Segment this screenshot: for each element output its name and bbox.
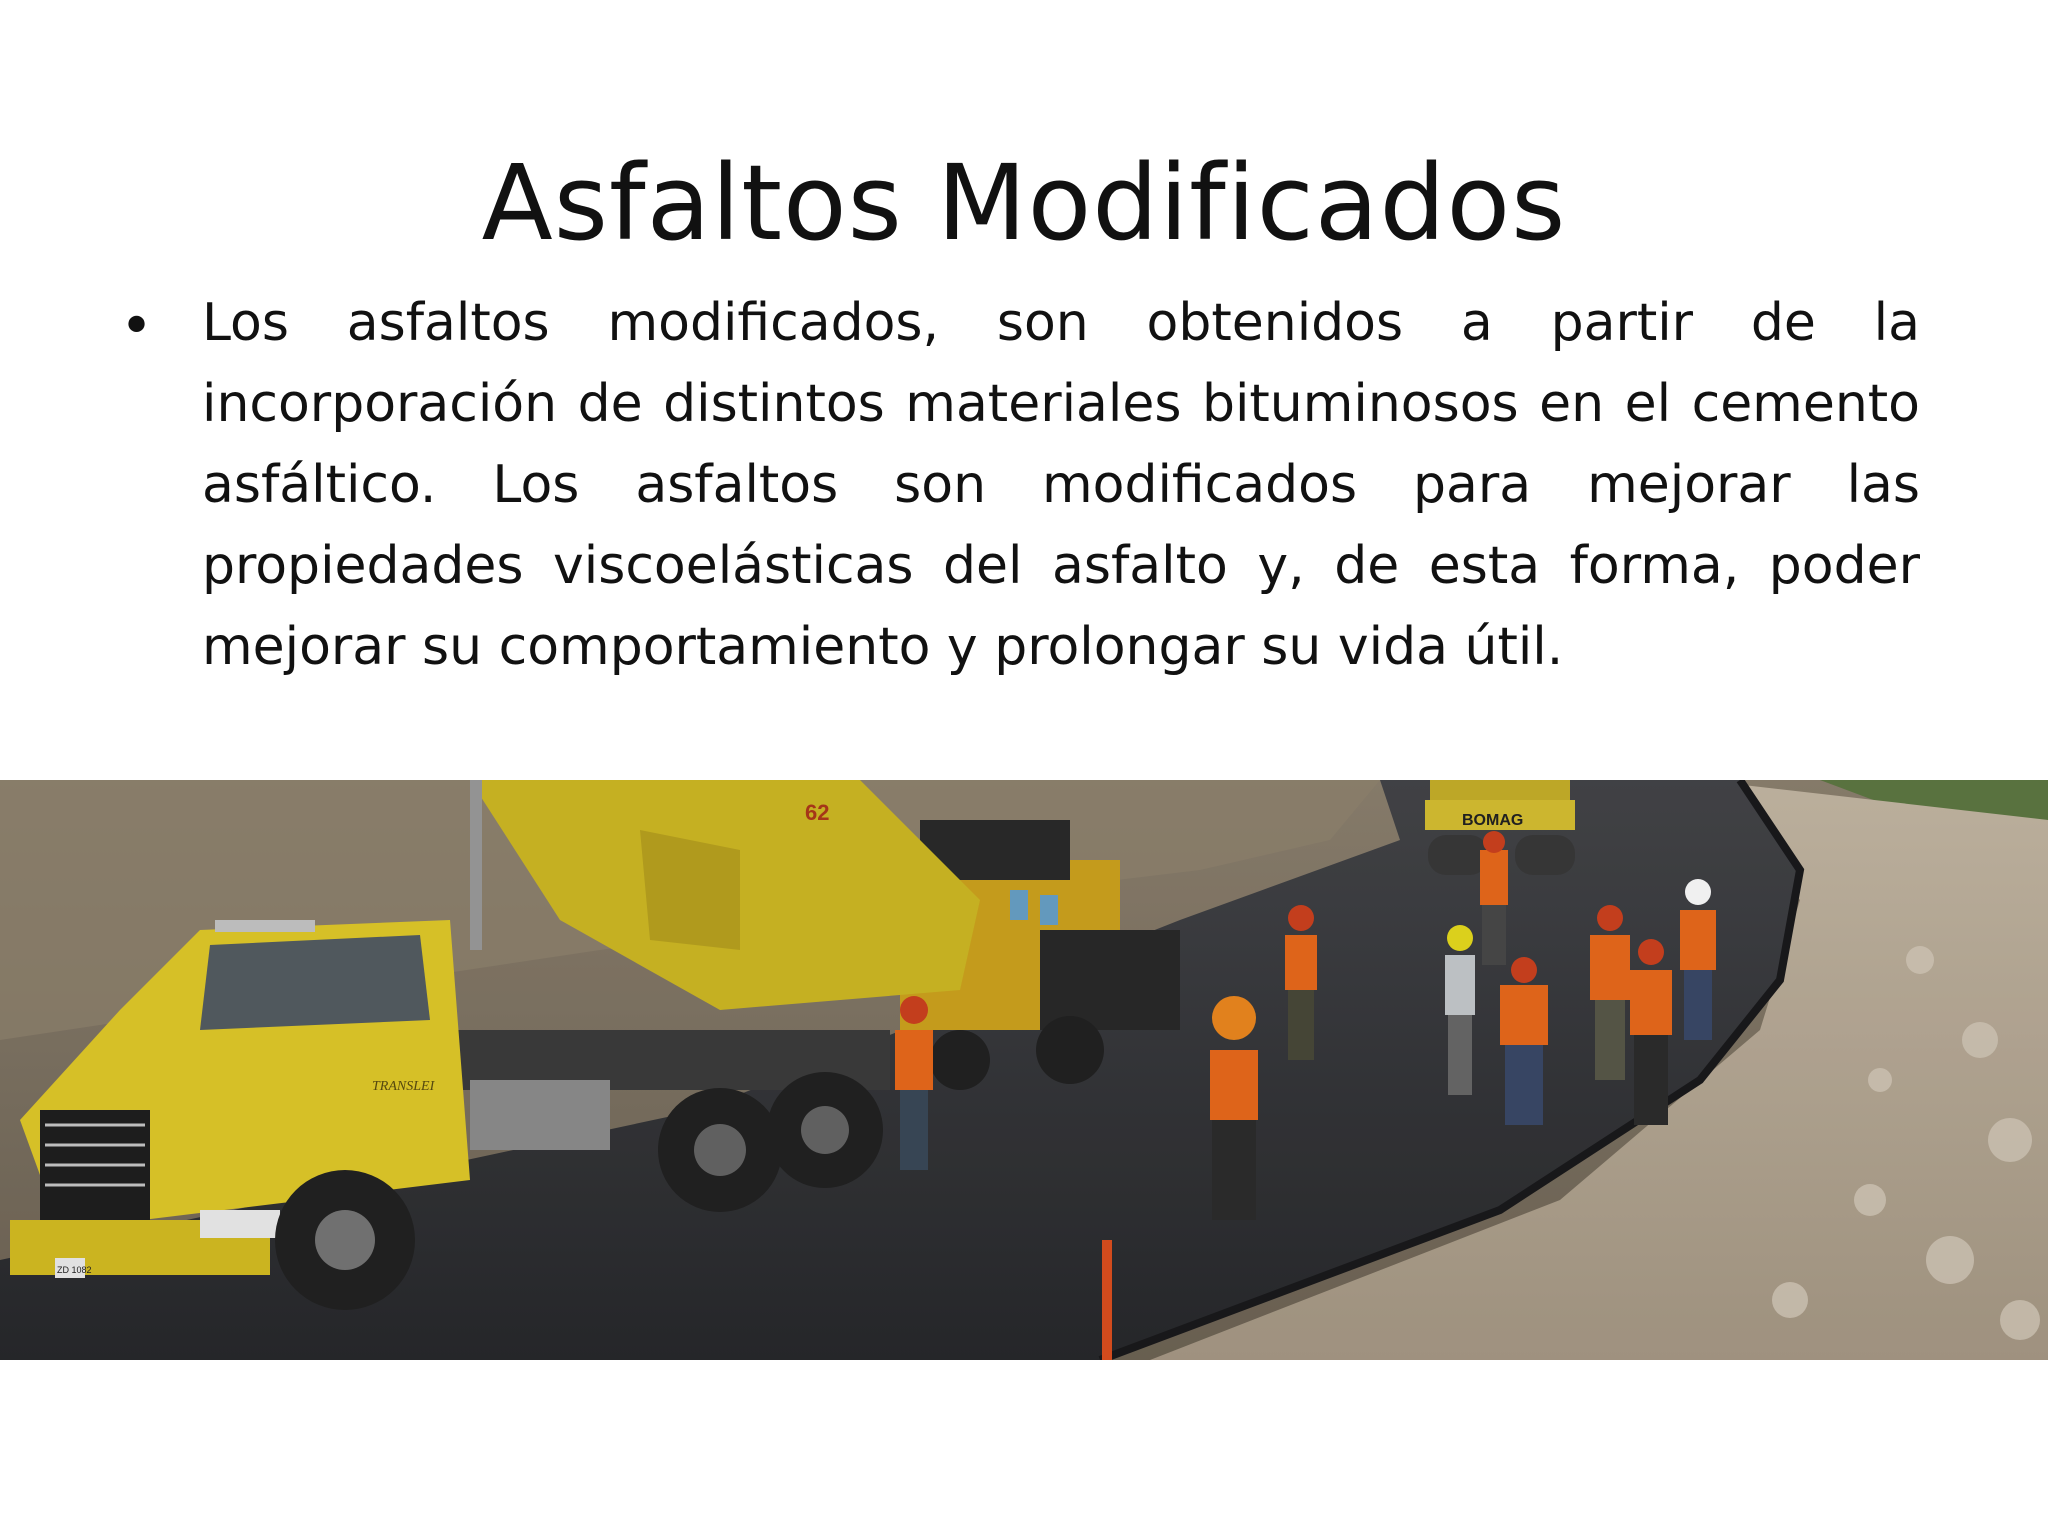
truck-number: 62 [805,800,830,825]
slide-title: Asfaltos Modificados [481,142,1567,264]
road-paving-photo [0,780,2048,1360]
bullet-text: Los asfaltos modificados, son obtenidos a partir de la incorporación de distintos materiales bituminosos en el cemento asfáltico. Los asfaltos son modificados para mejorar las propiedades viscoelásticas del asfalto y, de esta forma, poder mejorar su comportamiento y prolongar su vida útil. [202,293,1920,677]
bullet-marker: • [120,294,154,359]
license-plate: ZD 1082 [57,1265,92,1275]
truck-brand: TRANSLEI [372,1079,435,1094]
roller-brand: BOMAG [1462,812,1524,829]
